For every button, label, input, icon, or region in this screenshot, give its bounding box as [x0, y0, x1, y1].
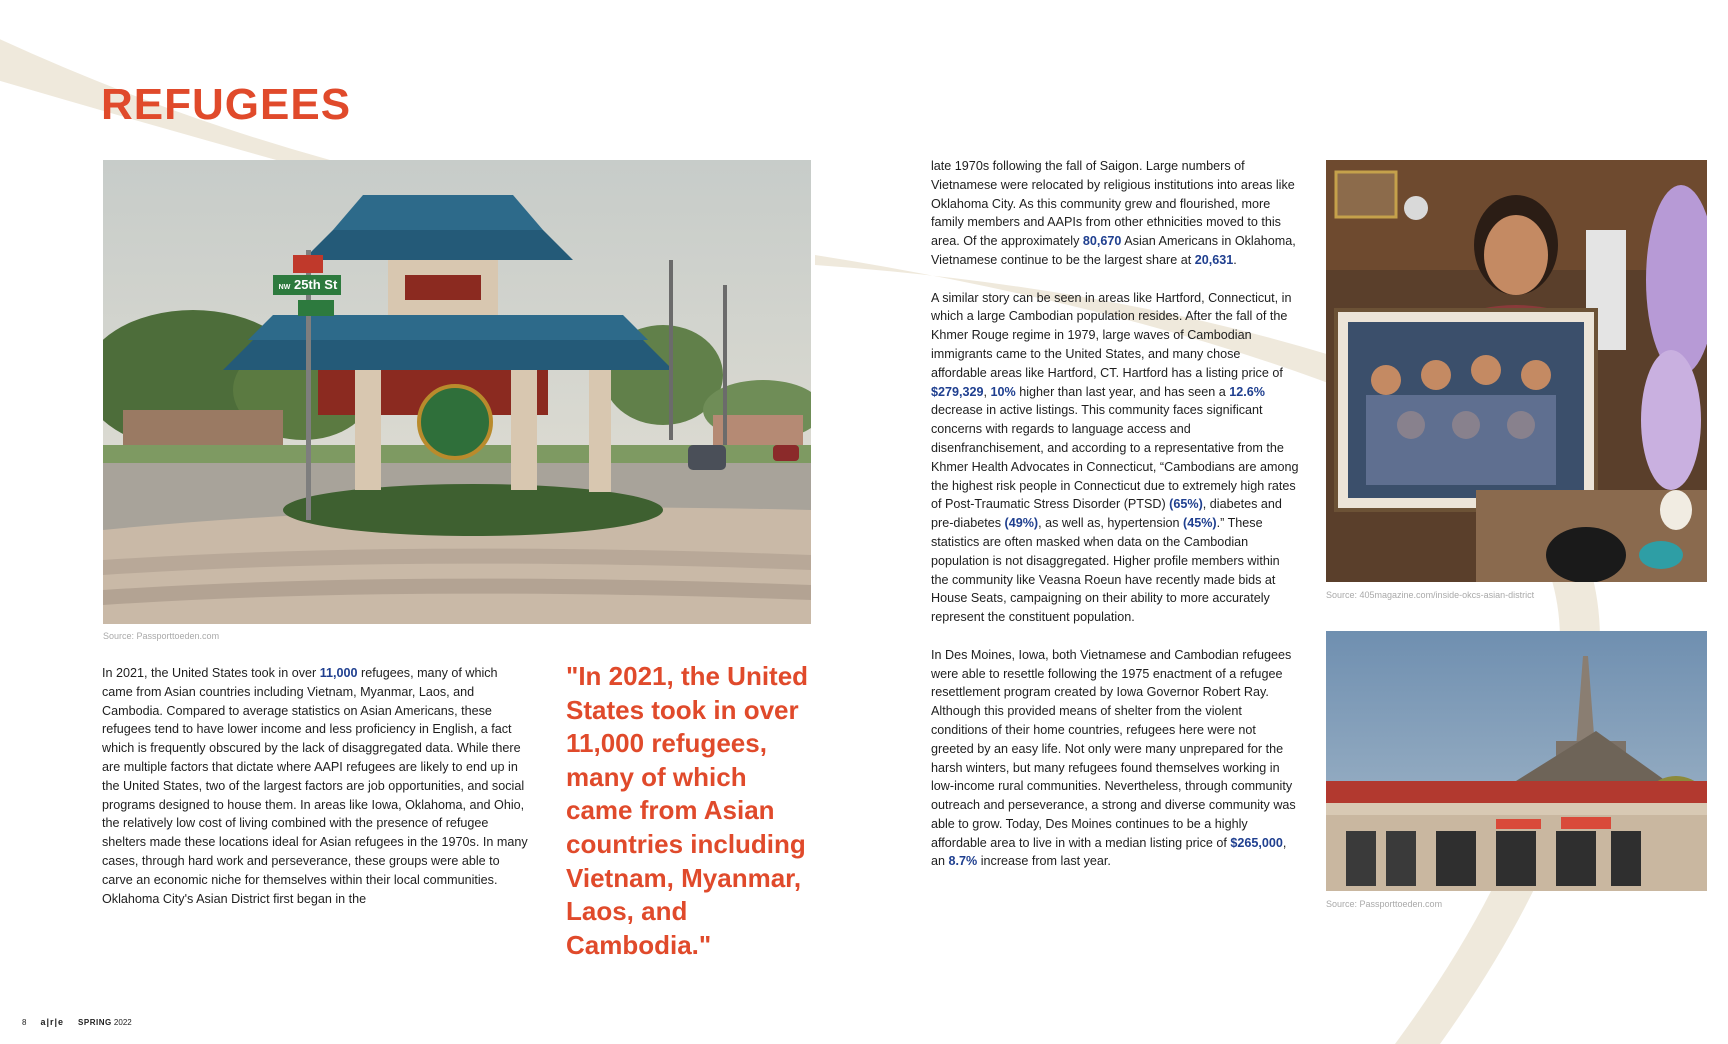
issue-label [78, 1018, 132, 1027]
page-number: 8 [22, 1017, 27, 1027]
pagoda-gate-photo [103, 160, 811, 624]
highlighted-statistic: 8.7% [948, 854, 978, 869]
pagoda-photo-caption: Source: Passporttoeden.com [103, 631, 220, 641]
text-run: Asian Americans in Oklahoma, Vietnamese continue to be the largest share at [931, 234, 1296, 267]
text-run: , diabetes and pre-diabetes [931, 497, 1282, 531]
text-run: In 2021, the United States took in over [102, 666, 320, 680]
highlighted-statistic: (49%) [1004, 516, 1039, 531]
street-sign-prefix: NW [278, 284, 291, 291]
text-run: higher than last year, and has seen a [1015, 384, 1230, 399]
text-run: In Des Moines, Iowa, both Vietnamese and Cambodian refugees were able to resettle following the 1975 enactment of a refugee resettlement program created by Iowa Governor Robert Ray. Although this provided means of shelter from the violent conditions of their home countries, refugees here were not greeted by an easy life. Not only were many unprepared for the harsh winters, but many refugees found themselves working in low-income rural communities. Nevertheless, through community outreach and perseverance, a strong and diverse community was able to grow. Today, Des Moines continues to be a highly affordable area to live in with a median listing price of [931, 647, 1296, 850]
issue-season: SPRING [78, 1017, 112, 1027]
pull-quote: "In 2021, the United States took in over 11,000 refugees, many of which came from Asian countries including Vietnam, Myanmar, Laos, and Cambodia." [566, 661, 809, 960]
street-sign-name: 25th St [293, 277, 338, 292]
text-run: A similar story can be seen in areas like Hartford, Connecticut, in which a large Cambodian population resides. After the fall of the Khmer Rouge regime in 1979, large waves of Cambodian immigrants came to the United States, and many chose affordable areas like Hartford, CT. Hartford has a listing price of [931, 290, 1292, 380]
right-paragraph-2 [931, 289, 1299, 627]
text-run: increase from last year. [977, 854, 1111, 869]
left-paragraph [102, 664, 528, 908]
page-footer [22, 1017, 132, 1027]
right-column-text [931, 157, 1299, 890]
left-column-text [102, 664, 528, 927]
text-run: , as well as, hypertension [1038, 516, 1184, 531]
highlighted-statistic: 20,631 [1194, 252, 1234, 267]
highlighted-statistic: $265,000 [1230, 835, 1283, 850]
highlighted-statistic: 80,670 [1082, 234, 1122, 249]
highlighted-statistic: 10% [990, 384, 1016, 399]
text-run: . [1233, 252, 1237, 267]
text-run: late 1970s following the fall of Saigon. Large numbers of Vietnamese were relocated by religious institutions into areas like Oklahoma City. As this community grew and flourished, more family members and AAPIs from other ethnicities moved to this area. Of the approximately [931, 159, 1295, 249]
family-photo-caption: Source: 405magazine.com/inside-okcs-asian-district [1326, 590, 1535, 600]
right-paragraph-1 [931, 157, 1299, 270]
church-photo [1326, 631, 1707, 891]
magazine-logo: a|r|e [40, 1017, 65, 1027]
highlighted-statistic: 11,000 [319, 666, 358, 680]
issue-year: 2022 [113, 1017, 132, 1027]
highlighted-statistic: (65%) [1169, 497, 1203, 512]
highlighted-statistic: $279,329 [931, 384, 984, 399]
family-photo [1326, 160, 1707, 582]
church-photo-caption: Source: Passporttoeden.com [1326, 899, 1443, 909]
page-title: REFUGEES [101, 80, 352, 129]
text-run: refugees, many of which came from Asian countries including Vietnam, Myanmar, Laos, and Cambodia. Compared to average statistics on Asian Americans, these refugees tend to have lower income and less proficiency in English, a fact which is frequently obscured by the lack of disaggregated data. While there are multiple factors that dictate where AAPI refugees are likely to end up in the United States, two of the largest factors are job opportunities, and social programs designed to house them. In areas like Iowa, Oklahoma, and Ohio, the relatively low cost of living combined with the presence of refugee shelters made these locations ideal for Asian refugees in the 1970s. In many cases, through hard work and perseverance, these groups were able to carve an economic niche for themselves within their local communities. Oklahoma City's Asian District first began in the [102, 666, 528, 906]
street-sign-text [275, 276, 341, 297]
highlighted-statistic: 12.6% [1229, 384, 1266, 399]
text-run: , an [931, 835, 1287, 869]
highlighted-statistic: (45%) [1183, 516, 1217, 531]
text-run: decrease in active listings. This community faces significant concerns with regards to language access and disenfranchisement, and according to a representative from the Khmer Health Advocates in Connecticut, “Cambodians are among the highest risk people in Connecticut due to extremely high rates of Post-Traumatic Stress Disorder (PTSD) [931, 403, 1299, 512]
text-run: , [983, 384, 991, 399]
right-paragraph-3 [931, 646, 1299, 872]
text-run: .” These statistics are often masked when data on the Cambodian population is not disaggregated. Higher profile members within the community like Veasna Roeun have recently made bids at House Seats, campaigning on their ability to more accurately represent the constituent population. [931, 516, 1280, 625]
